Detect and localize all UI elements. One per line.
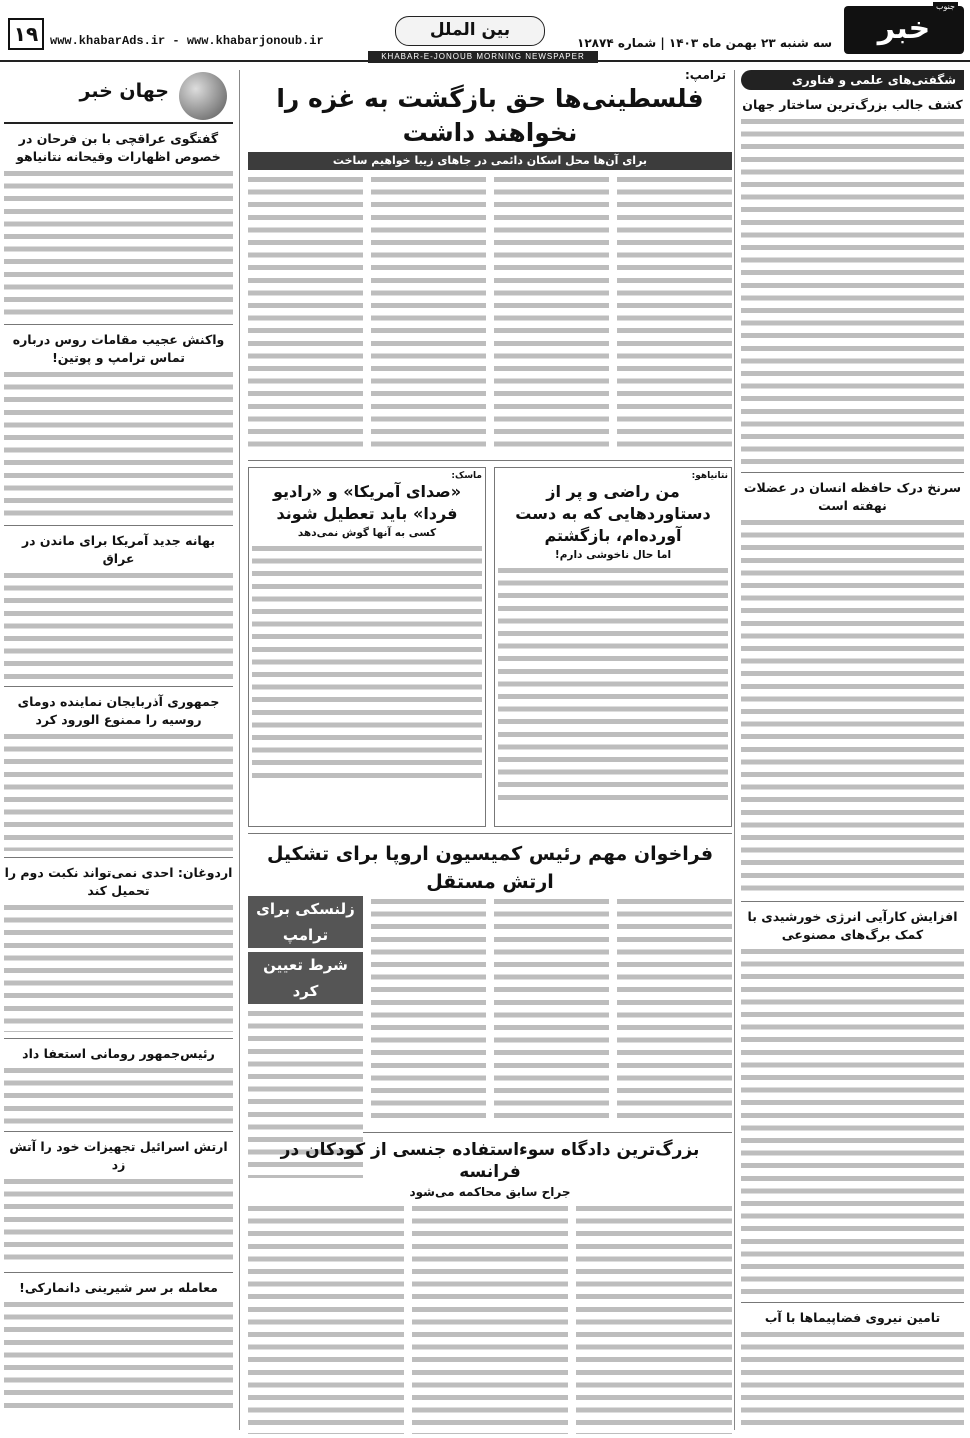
story-title: افزایش کارآیی انرژی خورشیدی با کمک برگ‌های مصنوعی <box>747 909 958 942</box>
story-tag: شرط تعیین کرد <box>248 952 363 1004</box>
story-title: تامین نیروی فضاپیماها با آب <box>764 1310 941 1325</box>
section-title: بین الملل <box>395 16 545 46</box>
main-subhead: برای آن‌ها محل اسکان دائمی در جاهای زیبا خواهیم ساخت <box>248 152 732 170</box>
story-body <box>4 168 233 318</box>
story-body <box>741 116 964 466</box>
story-title: کشف جالب بزرگ‌ترین ساختار جهان <box>742 97 963 112</box>
story-title: گفتگوی عراقچی با بن فرحان در خصوص اظهارات وقیحانه نتانیاهو <box>16 131 221 164</box>
story-title: فراخوان مهم رئیس کمیسیون اروپا برای تشکیل ارتش مستقل <box>266 843 714 893</box>
globe-icon <box>179 72 227 120</box>
main-news-area <box>248 66 732 1434</box>
story-body <box>248 1203 732 1434</box>
story-body <box>741 946 964 1296</box>
story-title: من راضی و پر از دستاوردهایی که به دست آورده‌ام، بازگشتم <box>515 482 711 545</box>
logo-subtitle: جنوب <box>933 2 958 11</box>
story-title: سرنخ درک حافظه انسان در عضلات نهفته است <box>743 480 962 513</box>
story-body <box>4 570 233 680</box>
story-tag: زلنسکی برای ترامپ <box>248 896 363 948</box>
story-body <box>4 731 233 851</box>
dateline: سه شنبه ۲۳ بهمن ماه ۱۴۰۳ | شماره ۱۲۸۷۴ <box>577 36 832 50</box>
world-news-column <box>4 70 240 1430</box>
story-subtitle: کسی به آنها گوش نمی‌دهد <box>297 527 437 539</box>
story-body <box>4 1065 233 1125</box>
story-musk: ماسک: «صدای آمریکا» و «رادیو فردا» باید تعطیل شوند کسی به آنها گوش نمی‌دهد <box>248 467 486 827</box>
story-subtitle: جراح سابق محاکمه می‌شود <box>409 1185 571 1199</box>
story-title: «صدای آمریکا» و «رادیو فردا» باید تعطیل شوند <box>272 482 462 523</box>
main-story-body <box>248 174 732 454</box>
newspaper-logo: خبر <box>844 6 964 54</box>
story-body <box>248 896 732 1126</box>
story-title: ارتش اسرائیل تجهیزات خود را آتش زد <box>9 1139 228 1172</box>
main-headline: فلسطینی‌ها حق بازگشت به غزه را نخواهند داشت <box>276 84 704 147</box>
headline-kicker: ترامپ: <box>684 68 726 82</box>
story-body <box>741 517 964 895</box>
story-body <box>4 1176 233 1266</box>
story-title: واکنش عجیب مقامات روس درباره تماس ترامپ و پوتین! <box>12 332 225 365</box>
story-title: رئیس‌جمهور رومانی استعفا داد <box>22 1046 215 1061</box>
story-body <box>4 1299 233 1409</box>
story-title: بهانه جدید آمریکا برای ماندن در عراق <box>21 533 216 566</box>
section-banner: شگفتی‌های علمی و فناوری <box>741 70 964 90</box>
story-body <box>4 902 233 1032</box>
page-number: ۱۹ <box>8 18 44 50</box>
science-column <box>734 70 964 1430</box>
story-title: اردوغان: احدی نمی‌تواند نکبت دوم را تحمیل کند <box>4 865 233 898</box>
story-title: جمهوری آذربایجان نماینده دومای روسیه را ممنوع الورود کرد <box>17 694 220 727</box>
world-news-badge: جهان خبر <box>4 70 233 124</box>
story-body <box>741 1329 964 1430</box>
story-subtitle: اما حال ناخوشی دارم! <box>554 549 672 561</box>
masthead <box>0 0 970 62</box>
story-title: بزرگ‌ترین دادگاه سوءاستفاده جنسی از کودکان در فرانسه <box>280 1140 700 1182</box>
story-body <box>4 369 233 519</box>
story-netanyahu: نتانیاهو: من راضی و پر از دستاوردهایی که به دست آورده‌ام، بازگشتم اما حال ناخوشی دارم! <box>494 467 732 827</box>
english-name-band: KHABAR-E-JONOUB MORNING NEWSPAPER <box>368 51 598 63</box>
site-url[interactable]: www.khabarAds.ir - www.khabarjonoub.ir <box>50 34 324 48</box>
story-title: معامله بر سر شیرینی دانمارکی! <box>19 1280 218 1295</box>
